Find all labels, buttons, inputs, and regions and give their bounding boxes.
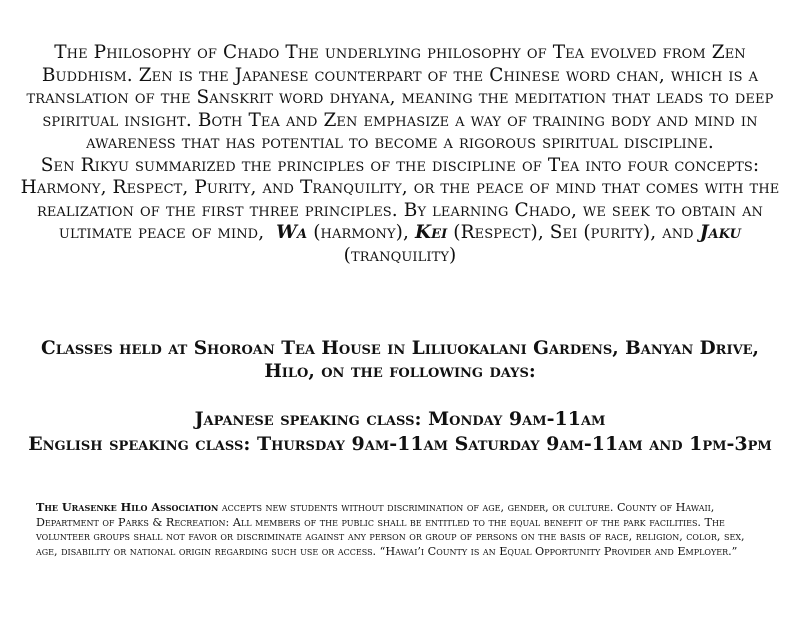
gloss-wa: (harmony), (307, 222, 415, 243)
philosophy-section (20, 42, 780, 267)
term-kei: Kei (414, 222, 448, 243)
gloss-jaku: (tranquility) (343, 244, 457, 266)
classes-section (20, 338, 780, 383)
association-name: The Urasenke Hilo Association (36, 500, 219, 514)
notice-text: accepts new students without discrimination of age, gender, or culture. County of Hawaii, Department of Parks & Recreation: All members of the public shall be entitled to the equal benefit of the park facilities. The volunteer groups shall not favor or discriminate against any person or group of persons on the basis of race, religion, color, sex, age, disability or national origin regarding such use or access. “Hawai’i County is an Equal Opportunity Provider and Employer.” (36, 501, 745, 558)
japanese-class-line: Japanese speaking class: Monday 9am-11am (194, 408, 606, 430)
nondiscrimination-notice (36, 500, 766, 559)
philosophy-paragraph: The Philosophy of Chado The underlying philosophy of Tea evolved from Zen Buddhism. Zen is the Japanese counterpart of the Chinese word chan, which is a translation of the Sanskrit word dhyana, meaning the meditation that leads to deep spiritual insight. Both Tea and Zen emphasize a way of training body and mind in awareness that has potential to become a rigorous spiritual discipline. (26, 42, 774, 153)
schedule-section (20, 407, 780, 457)
gloss-kei: (Respect), Sei (purity), and (447, 222, 700, 243)
principles-lead: Sen Rikyu summarized the principles of the discipline of Tea into four concepts: Harmony, Respect, Purity, and Tranquility, or the peace of mind that comes with the realization of the first three principles. By learning Chado, we seek to obtain an ultimate peace of mind, (20, 154, 780, 243)
english-class-line: English speaking class: Thursday 9am-11am Saturday 9am-11am and 1pm-3pm (28, 433, 772, 455)
principles-paragraph (20, 155, 780, 268)
term-wa: Wa (276, 222, 308, 243)
term-jaku: Jaku (699, 222, 742, 243)
classes-heading: Classes held at Shoroan Tea House in Liliuokalani Gardens, Banyan Drive, Hilo, on the following days: (40, 338, 760, 382)
